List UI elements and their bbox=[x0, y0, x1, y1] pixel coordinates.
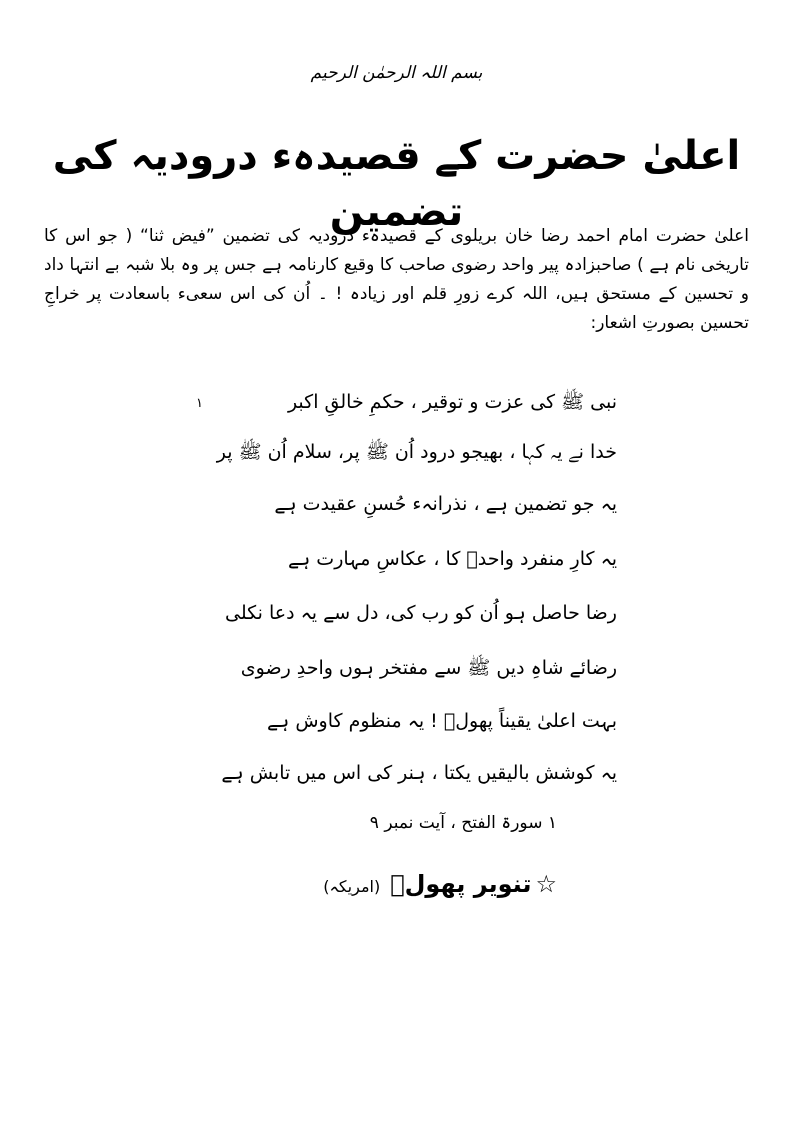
verse-line: رضا حاصل ہو اُن کو رب کی، دل سے یہ دعا نکلی bbox=[225, 602, 617, 624]
verse-line: یہ کوشش بالیقیں یکتا ، ہنر کی اس میں تابش ہے bbox=[221, 762, 617, 784]
verse-line: نبی ﷺ کی عزت و توقیر ، حکمِ خالقِ اکبر bbox=[287, 391, 617, 413]
verse-line: رضائے شاہِ دیں ﷺ سے مفتخر ہوں واحدِ رضوی bbox=[240, 657, 617, 679]
verse-line: خدا نے یہ کہا ، بھیجو درود اُن ﷺ پر، سلام اُن ﷺ پر bbox=[216, 441, 617, 463]
verse-line: یہ کارِ منفرد واحدؔ کا ، عکاسِ مہارت ہے bbox=[288, 548, 617, 570]
bismillah-heading: بسم اللہ الرحمٰن الرحیم bbox=[310, 63, 483, 83]
page-title: اعلیٰ حضرت کے قصیدہء درودیہ کی تضمین bbox=[52, 133, 741, 235]
footnote-marker: ۱ bbox=[196, 396, 203, 411]
footnote-text: سورۃ الفتح ، آیت نمبر ۹ bbox=[369, 813, 543, 833]
verse-line: بہت اعلیٰ یقیناً پھولؔ ! یہ منظوم کاوش ہے bbox=[267, 710, 617, 732]
author-name: تنویر پھولؔ bbox=[390, 870, 532, 898]
intro-paragraph: اعلیٰ حضرت امام احمد رضا خان بریلوی کے قصیدہء درودیہ کی تضمین ”فیض ثنا“ ( جو اس کا تاریخی نام ہے ) صاحبزادہ پیر واحد رضوی صاحب کا وقیع کارنامہ ہے جس پر وہ بلا شبہ بے انتہا داد و تحسین کے مستحق ہیں، اللہ کرے زورِ قلم اور زیادہ ! ۔ اُن کی اس سعیء باسعادت پر خراجِ تحسین بصورتِ اشعار: bbox=[44, 226, 749, 333]
star-icon: ☆ bbox=[535, 870, 557, 898]
footnote bbox=[370, 812, 557, 833]
verse-line: یہ جو تضمین ہے ، نذرانہء حُسنِ عقیدت ہے bbox=[274, 493, 617, 515]
author-location: (امریکہ) bbox=[323, 877, 381, 896]
author-signature bbox=[323, 870, 557, 898]
footnote-marker: ۱ bbox=[547, 813, 557, 833]
